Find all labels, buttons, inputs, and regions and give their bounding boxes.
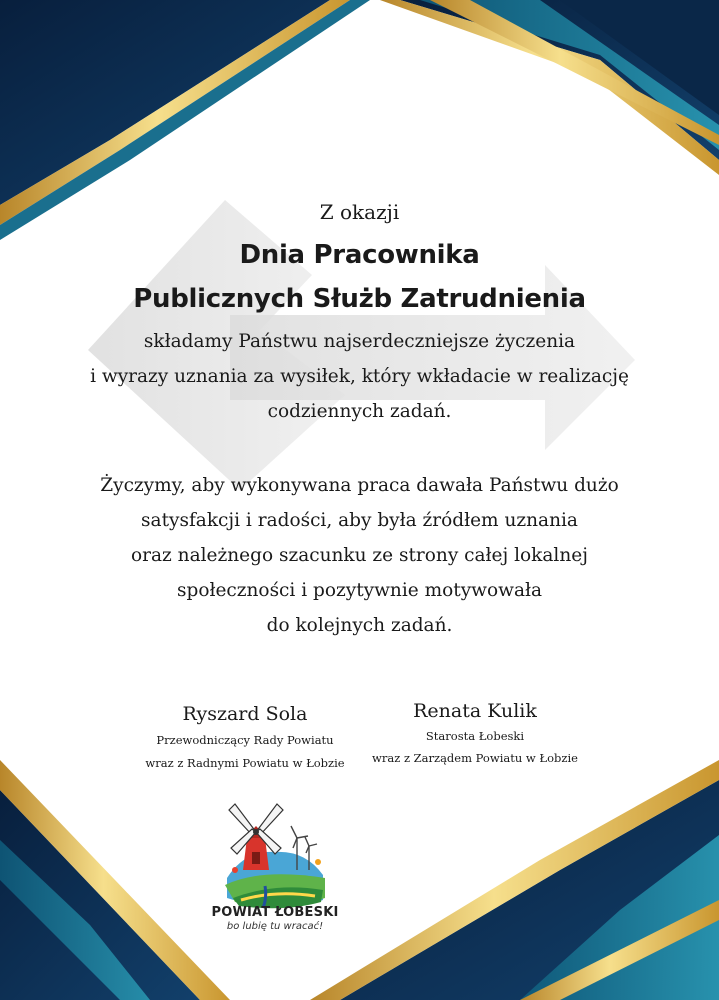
title-line-2: Publicznych Służb Zatrudnienia bbox=[133, 284, 586, 314]
wish-line: społeczności i pozytywnie motywowała bbox=[176, 580, 543, 601]
message-line: i wyrazy uznania za wysiłek, który wkładacie w realizację bbox=[90, 366, 629, 387]
wish-line: do kolejnych zadań. bbox=[266, 615, 453, 636]
powiat-brand bbox=[175, 905, 375, 932]
wish-line: satysfakcji i radości, aby była źródłem uznania bbox=[141, 510, 578, 531]
intro-text: Z okazji bbox=[319, 200, 400, 224]
brand-name: POWIAT ŁOBESKI bbox=[211, 905, 339, 920]
message-line: codziennych zadań. bbox=[267, 401, 452, 422]
signatory-name: Ryszard Sola bbox=[182, 703, 308, 725]
signatory-role: wraz z Radnymi Powiatu w Łobzie bbox=[145, 756, 345, 770]
title-line-1: Dnia Pracownika bbox=[239, 240, 480, 270]
signature-starosta bbox=[325, 700, 625, 766]
wish-line: Życzymy, aby wykonywana praca dawała Państwu dużo bbox=[100, 475, 619, 496]
signatory-name: Renata Kulik bbox=[413, 700, 537, 722]
signatory-role: Starosta Łobeski bbox=[425, 729, 525, 743]
wish-line: oraz należnego szacunku ze strony całej lokalnej bbox=[131, 545, 588, 566]
message-line: składamy Państwu najserdeczniejsze życzenia bbox=[143, 331, 576, 352]
signatory-role: Przewodniczący Rady Powiatu bbox=[156, 733, 334, 747]
signatory-role: wraz z Zarządem Powiatu w Łobzie bbox=[372, 751, 578, 765]
brand-tagline: bo lubię tu wracać! bbox=[226, 921, 324, 932]
